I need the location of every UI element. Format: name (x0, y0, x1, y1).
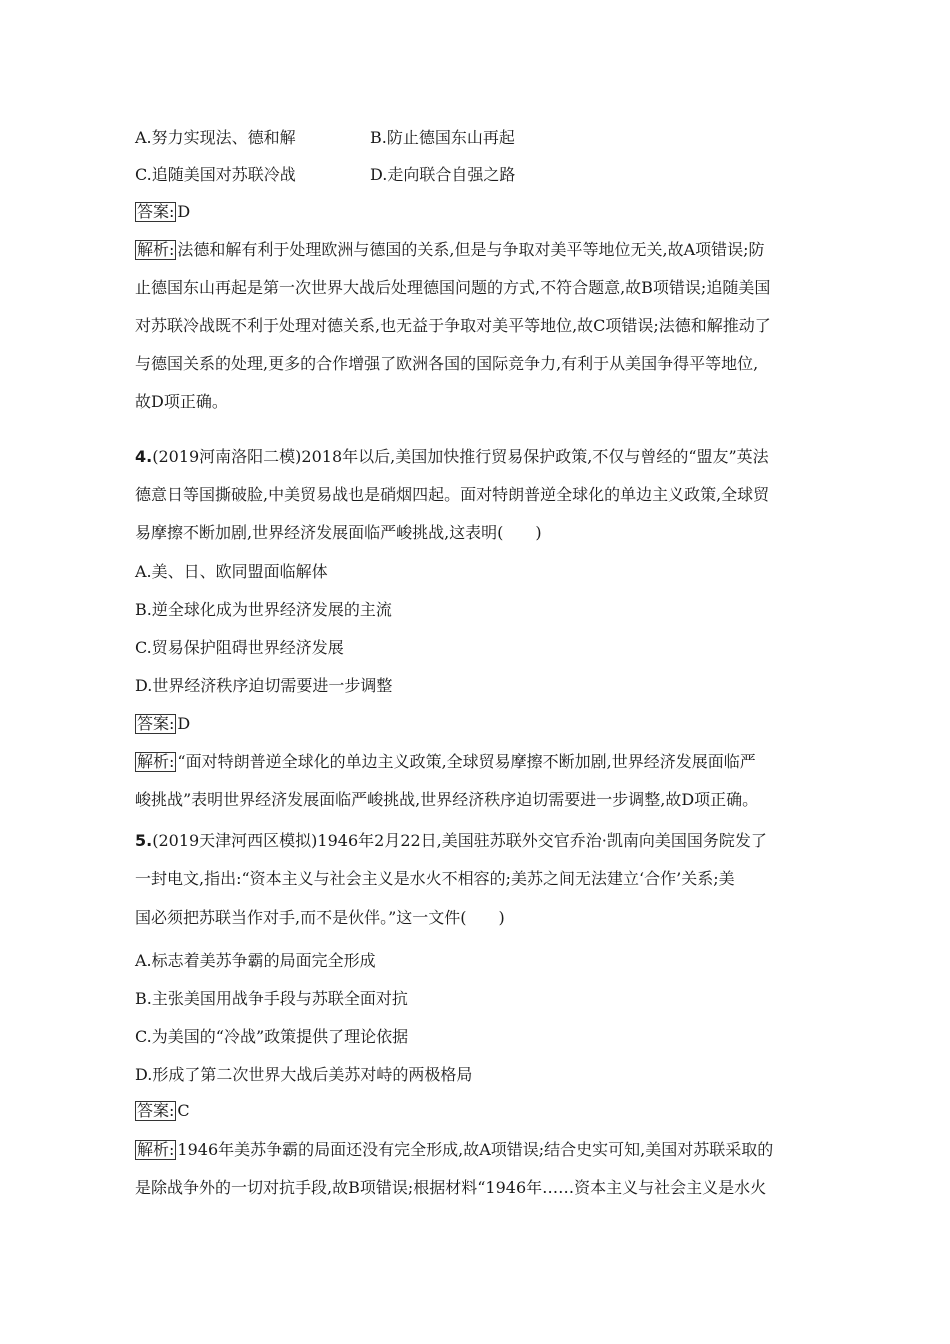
q3-option-c: C.追随美国对苏联冷战 (135, 165, 296, 184)
answer-tag: 答案: (137, 202, 175, 221)
q4-stem-line-2: 德意日等国撕破脸,中美贸易战也是硝烟四起。面对特朗普逆全球化的单边主义政策,全球贸 (135, 485, 770, 504)
question-number: 4. (135, 447, 153, 466)
q4-option-a: A.美、日、欧同盟面临解体 (135, 562, 328, 581)
q5-option-b: B.主张美国用战争手段与苏联全面对抗 (135, 989, 408, 1008)
answer-value: D (177, 714, 191, 733)
q4-option-b: B.逆全球化成为世界经济发展的主流 (135, 600, 392, 619)
q3-analysis-line-4: 与德国关系的处理,更多的合作增强了欧洲各国的国际竞争力,有利于从美国争得平等地位, (135, 354, 759, 373)
q5-option-d: D.形成了第二次世界大战后美苏对峙的两极格局 (135, 1065, 473, 1084)
q3-option-b: B.防止德国东山再起 (370, 128, 515, 147)
answer-value: D (177, 202, 191, 221)
q5-answer (135, 1101, 190, 1121)
analysis-tag: 解析: (137, 1140, 175, 1159)
q5-stem-line-3: 国必须把苏联当作对手,而不是伙伴。”这一文件( ) (135, 908, 505, 927)
q3-analysis-line-3: 对苏联冷战既不利于处理对德关系,也无益于争取对美平等地位,故C项错误;法德和解推动了 (135, 316, 771, 335)
q4-option-d: D.世界经济秩序迫切需要进一步调整 (135, 676, 393, 695)
q3-option-d: D.走向联合自强之路 (370, 165, 516, 184)
q3-option-a: A.努力实现法、德和解 (135, 128, 296, 147)
q4-answer (135, 714, 190, 734)
q5-analysis-line-1: 解析: 1946年美苏争霸的局面还没有完全形成,故A项错误;结合史实可知,美国对苏联采取的 (137, 1140, 774, 1159)
q4-stem-line-3: 易摩擦不断加剧,世界经济发展面临严峻挑战,这表明( ) (135, 523, 542, 542)
q5-analysis-line-2: 是除战争外的一切对抗手段,故B项错误;根据材料“1946年……资本主义与社会主义是水火 (135, 1178, 767, 1197)
q5-option-a: A.标志着美苏争霸的局面完全形成 (135, 951, 376, 970)
q4-analysis-line-2: 峻挑战”表明世界经济发展面临严峻挑战,世界经济秩序迫切需要进一步调整,故D项正确。 (135, 790, 759, 809)
q4-analysis-line-1: 解析: “面对特朗普逆全球化的单边主义政策,全球贸易摩擦不断加剧,世界经济发展面临严 (137, 752, 756, 771)
q4-stem-line-1: 4.(2019河南洛阳二模)2018年以后,美国加快推行贸易保护政策,不仅与曾经的“盟友”英法 (135, 447, 769, 466)
q4-option-c: C.贸易保护阻碍世界经济发展 (135, 638, 344, 657)
answer-tag: 答案: (137, 714, 175, 733)
question-number: 5. (135, 831, 153, 850)
analysis-tag: 解析: (137, 752, 175, 771)
q3-analysis-line-2: 止德国东山再起是第一次世界大战后处理德国问题的方式,不符合题意,故B项错误;追随美国 (135, 278, 771, 297)
q3-analysis-line-5: 故D项正确。 (135, 392, 228, 411)
q3-answer (135, 202, 190, 222)
analysis-tag: 解析: (137, 240, 175, 259)
q5-stem-line-1: 5.(2019天津河西区模拟)1946年2月22日,美国驻苏联外交官乔治·凯南向美国国务院发了 (135, 831, 767, 850)
q5-stem-line-2: 一封电文,指出:“资本主义与社会主义是水火不相容的;美苏之间无法建立‘合作’关系;美 (135, 869, 735, 888)
answer-tag: 答案: (137, 1101, 175, 1120)
answer-value: C (177, 1101, 190, 1120)
q3-analysis-line-1: 解析: 法德和解有利于处理欧洲与德国的关系,但是与争取对美平等地位无关,故A项错误;防 (137, 240, 765, 259)
q5-option-c: C.为美国的“冷战”政策提供了理论依据 (135, 1027, 409, 1046)
